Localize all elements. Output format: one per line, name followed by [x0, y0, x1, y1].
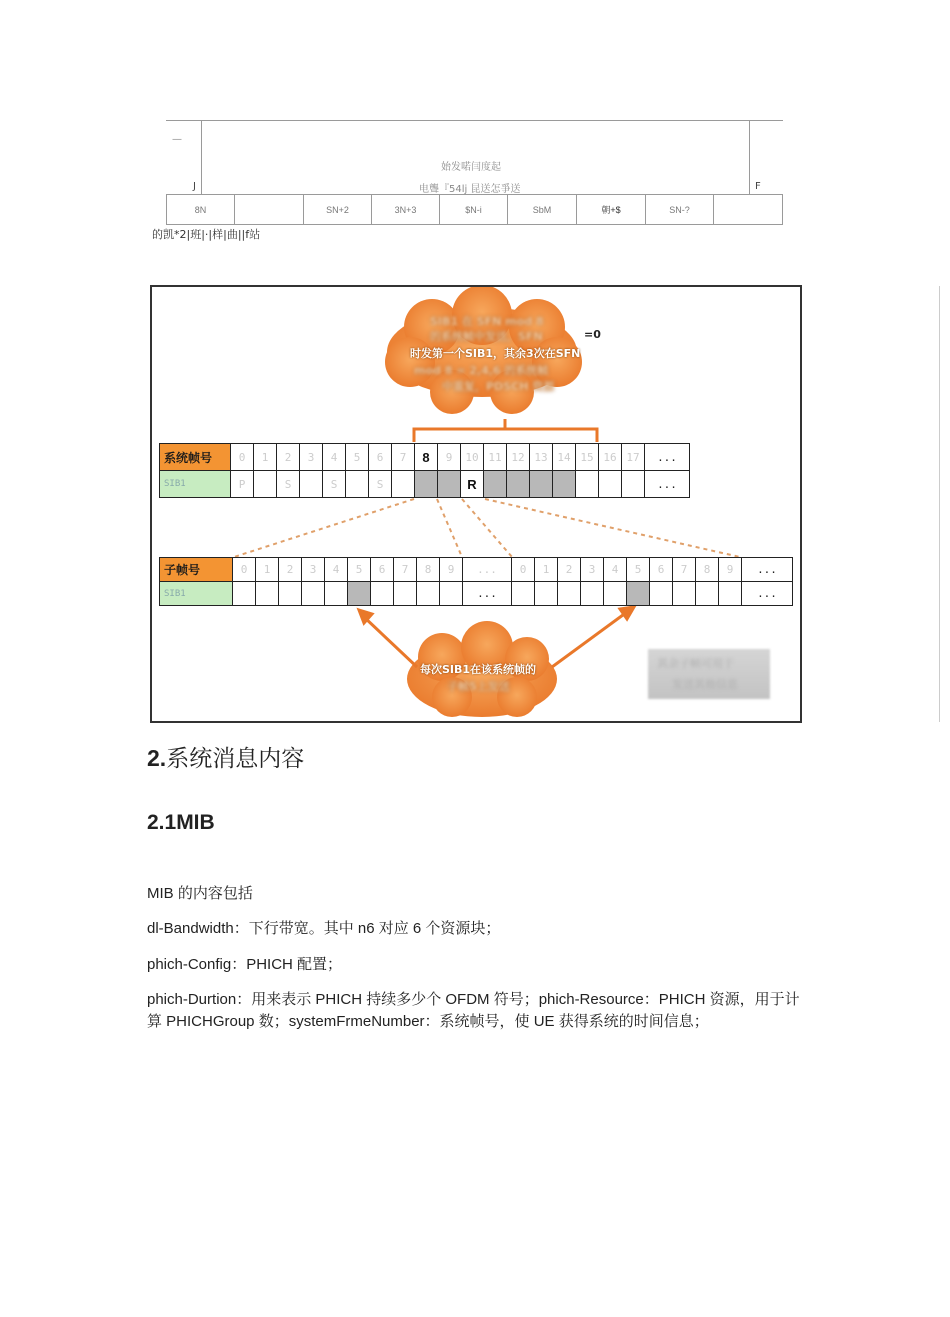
- sfn-cell: 3: [299, 443, 323, 471]
- sfn-cell: 6: [368, 443, 392, 471]
- subframe-mark-cell: [695, 581, 719, 606]
- subframe-mark-cell: [255, 581, 279, 606]
- table-cell: $N-i: [440, 195, 508, 224]
- subframe-cell: 3: [301, 557, 325, 582]
- sfn-cell: 9: [437, 443, 461, 471]
- subframe-cell: 1: [255, 557, 279, 582]
- sfn-mark-cell: [253, 470, 277, 498]
- sfn-cell: 13: [529, 443, 553, 471]
- subframe-cell: 6: [649, 557, 673, 582]
- bubble-text-main: 时发第一个SIB1，其余3次在SFN: [410, 347, 581, 360]
- bubble-text-suffix: =0: [584, 328, 601, 341]
- table-left-mark: J: [193, 181, 196, 192]
- subframe-mark-cell: [580, 581, 604, 606]
- sfn-cell: 17: [621, 443, 645, 471]
- paragraph: phich-Durtion：用来表示 PHICH 持续多少个 OFDM 符号；phich-Resource：PHICH 资源，用于计算 PHICHGroup 数；systemFrmeNumber：系统帧号，使 UE 获得系统的时间信息；: [147, 991, 800, 1030]
- sfn-mark-cell: [299, 470, 323, 498]
- sib1-scheduling-figure: [150, 285, 802, 723]
- sfn-mark-cell: S: [368, 470, 392, 498]
- sfn-cell: 4: [322, 443, 346, 471]
- paragraph: MIB 的内容包括: [147, 885, 253, 902]
- sfn-mark-cell: [575, 470, 599, 498]
- table-cell: [235, 195, 304, 224]
- subframe-mark-cell: [718, 581, 742, 606]
- table-caption: 的凯*2|班|·|样|曲||f站: [152, 228, 261, 241]
- subframe-cell: 7: [672, 557, 696, 582]
- subframe-mark-cell: [301, 581, 325, 606]
- subframe-cell: 3: [580, 557, 604, 582]
- sfn-mark-row: [159, 470, 690, 498]
- subframe-cell: 1: [534, 557, 558, 582]
- table-cell: 8N: [167, 195, 235, 224]
- table-right-mark: F: [755, 181, 761, 192]
- subframe-cell: 5: [626, 557, 650, 582]
- bubble-text-blurred: mod 8 = 2,4,6 的系统帧: [414, 364, 549, 377]
- subframe-mark-cell: [324, 581, 348, 606]
- subframe-mark-row: [159, 581, 793, 606]
- bubble-text-blurred: SIB1 在 SFN mod 8: [430, 315, 544, 328]
- table-right-divider: [749, 121, 750, 195]
- sfn-mark-cell: P: [230, 470, 254, 498]
- subframe-cell: 2: [278, 557, 302, 582]
- sfn-mark-cell: S: [322, 470, 346, 498]
- sfn-mark-cell: [598, 470, 622, 498]
- table-cell: SN+2: [304, 195, 372, 224]
- subsection-heading: 2.1MIB: [147, 811, 215, 834]
- paragraph: phich-Config：PHICH 配置；: [147, 956, 343, 973]
- sfn-mark-cell: [345, 470, 369, 498]
- subframe-mark-cell: [370, 581, 394, 606]
- subframe-cell-more: ...: [741, 557, 793, 582]
- blurred-note-line1: 其余子帧可用于: [657, 657, 734, 670]
- bubble-text-blurred: 中重复，PDSCH 资源: [442, 380, 555, 393]
- bottom-bubble-text: 每次SIB1在该系统帧的: [420, 663, 537, 676]
- subframe-row: [159, 557, 793, 582]
- subframe-cell: 0: [232, 557, 256, 582]
- subframe-cell: 4: [603, 557, 627, 582]
- table-dash: —: [172, 134, 182, 145]
- page-edge-line: [939, 286, 940, 722]
- table-left-divider: [201, 121, 202, 195]
- subframe-mark-cell: [232, 581, 256, 606]
- sfn-cell: 15: [575, 443, 599, 471]
- sfn-cell: 11: [483, 443, 507, 471]
- sfn-cell: 14: [552, 443, 576, 471]
- sfn-row: [159, 443, 690, 471]
- subframe-cell: 6: [370, 557, 394, 582]
- sfn-cell-more: ...: [644, 443, 690, 471]
- sfn-mark-cell: [391, 470, 415, 498]
- subframe-mark-cell: [534, 581, 558, 606]
- subframe-mark-cell: [416, 581, 440, 606]
- sfn-mark-cell-gray: [552, 470, 576, 498]
- sfn-cell: 2: [276, 443, 300, 471]
- subframe-cell: 8: [695, 557, 719, 582]
- sfn-mark-cell-highlight: R: [460, 470, 484, 498]
- sfn-cell-highlight: 8: [414, 443, 438, 471]
- subframe-cell-gap: ...: [462, 557, 512, 582]
- subframe-cell: 8: [416, 557, 440, 582]
- subframe-cell: 9: [439, 557, 463, 582]
- subframe-cell: 4: [324, 557, 348, 582]
- subframe-row-label: 子帧号: [159, 557, 233, 582]
- section-heading: [147, 740, 304, 773]
- subframe-mark-cell: [278, 581, 302, 606]
- subframe-mark-cell: [672, 581, 696, 606]
- subframe-cell: 9: [718, 557, 742, 582]
- subframe-cell: 2: [557, 557, 581, 582]
- sfn-cell: 12: [506, 443, 530, 471]
- table-cell: SN-?: [646, 195, 714, 224]
- subframe-mark-cell-sib1: [347, 581, 371, 606]
- subframe-mark-label: SIB1: [159, 581, 233, 606]
- subframe-mark-cell-more: ...: [741, 581, 793, 606]
- sfn-cell: 10: [460, 443, 484, 471]
- sfn-mark-cell-gray: [437, 470, 461, 498]
- sfn-mark-cell: [621, 470, 645, 498]
- subframe-mark-cell: [511, 581, 535, 606]
- subframe-mark-cell: [649, 581, 673, 606]
- table-cell: [714, 195, 783, 224]
- brace-bracket: [414, 429, 597, 442]
- subframe-mark-cell: [439, 581, 463, 606]
- table-header-line2: 电聾『54lj 昆送怎爭送: [419, 184, 521, 195]
- section-number: 2.: [147, 745, 167, 771]
- blurred-note-line2: 发送其他信息: [672, 678, 738, 691]
- paragraph: dl-Bandwidth：下行带宽。其中 n6 对应 6 个资源块；: [147, 920, 501, 937]
- table-top-border: [166, 120, 783, 121]
- sfn-mark-cell-gray: [414, 470, 438, 498]
- subframe-mark-cell: [393, 581, 417, 606]
- sfn-mark-cell-gray: [483, 470, 507, 498]
- table-header-line1: 始发喏闫度起: [441, 162, 501, 173]
- table-cell: 朝+$: [577, 195, 646, 224]
- bubble-text-blurred: 的系统帧中发送，SFN: [430, 330, 543, 343]
- sfn-row-label: 系统帧号: [159, 443, 231, 471]
- zoom-guide-lines: [234, 499, 740, 557]
- subframe-mark-cell-sib1: [626, 581, 650, 606]
- subframe-cell: 7: [393, 557, 417, 582]
- sfn-mark-cell: S: [276, 470, 300, 498]
- sfn-mark-label: SIB1: [159, 470, 231, 498]
- subframe-cell: 0: [511, 557, 535, 582]
- sfn-mark-cell-gray: [529, 470, 553, 498]
- subframe-mark-cell: [557, 581, 581, 606]
- table-cell: 3N+3: [372, 195, 440, 224]
- sfn-cell: 0: [230, 443, 254, 471]
- bottom-bubble-text-blurred: 子帧5上发送: [447, 680, 510, 693]
- section-title: 系统消息内容: [166, 746, 305, 772]
- sfn-cell: 7: [391, 443, 415, 471]
- sfn-mark-cell-more: ...: [644, 470, 690, 498]
- sfn-cell: 1: [253, 443, 277, 471]
- sfn-mark-cell-gray: [506, 470, 530, 498]
- table-bottom-border: [166, 224, 783, 225]
- sfn-cell: 5: [345, 443, 369, 471]
- table-cell: SbM: [508, 195, 577, 224]
- sfn-cell: 16: [598, 443, 622, 471]
- subframe-mark-cell: [603, 581, 627, 606]
- subframe-mark-cell-gap: ...: [462, 581, 512, 606]
- subframe-cell: 5: [347, 557, 371, 582]
